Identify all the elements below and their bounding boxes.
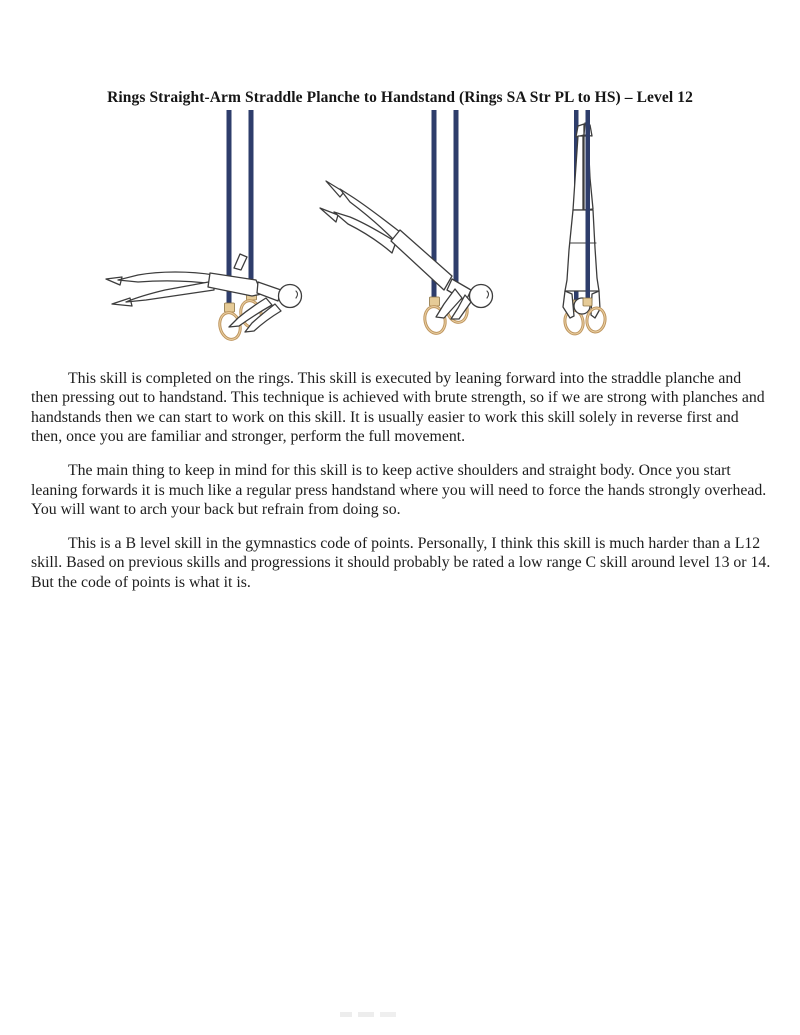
- gymnast-outline: [320, 181, 493, 319]
- ring-strap: [586, 110, 591, 298]
- strap-buckle: [583, 298, 592, 306]
- ring-strap: [454, 110, 459, 286]
- faint-footer-artifact: [340, 1012, 396, 1017]
- strap-buckle: [225, 303, 235, 312]
- straddle-planche-figure: [106, 110, 302, 342]
- ring-strap: [227, 110, 232, 303]
- ring-strap: [249, 110, 254, 291]
- paragraph-rating: This is a B level skill in the gymnastics code of points. Personally, I think this skill is much harder than a L12 skill. Based on previous skills and progressions it should probably be rated a low range C skill around level 13 or 14. But the code of points is what it is.: [31, 534, 771, 591]
- handstand-figure: [563, 110, 607, 335]
- gymnast-outline: [106, 254, 302, 332]
- strap-buckle: [430, 297, 440, 306]
- gymnast-outline: [563, 123, 600, 318]
- paragraph-technique: The main thing to keep in mind for this skill is to keep active shoulders and straight body. Once you start leaning forwards it is much like a regular press handstand where you will need to force the hands strongly overhead. You will want to arch your back but refrain from doing so.: [31, 462, 767, 518]
- body-text: [31, 369, 772, 607]
- press-midway-figure: [320, 110, 493, 335]
- skill-sequence-illustration: [0, 110, 800, 355]
- page-title: Rings Straight-Arm Straddle Planche to Handstand (Rings SA Str PL to HS) – Level 12: [107, 89, 693, 106]
- paragraph-overview: This skill is completed on the rings. This skill is executed by leaning forward into the straddle planche and then pressing out to handstand. This technique is achieved with brute strength, so if we are strong with planches and handstands then we can start to work on this skill. It is usually easier to work this skill solely in reverse first and then, once you are familiar and stronger, perform the full movement.: [31, 370, 765, 446]
